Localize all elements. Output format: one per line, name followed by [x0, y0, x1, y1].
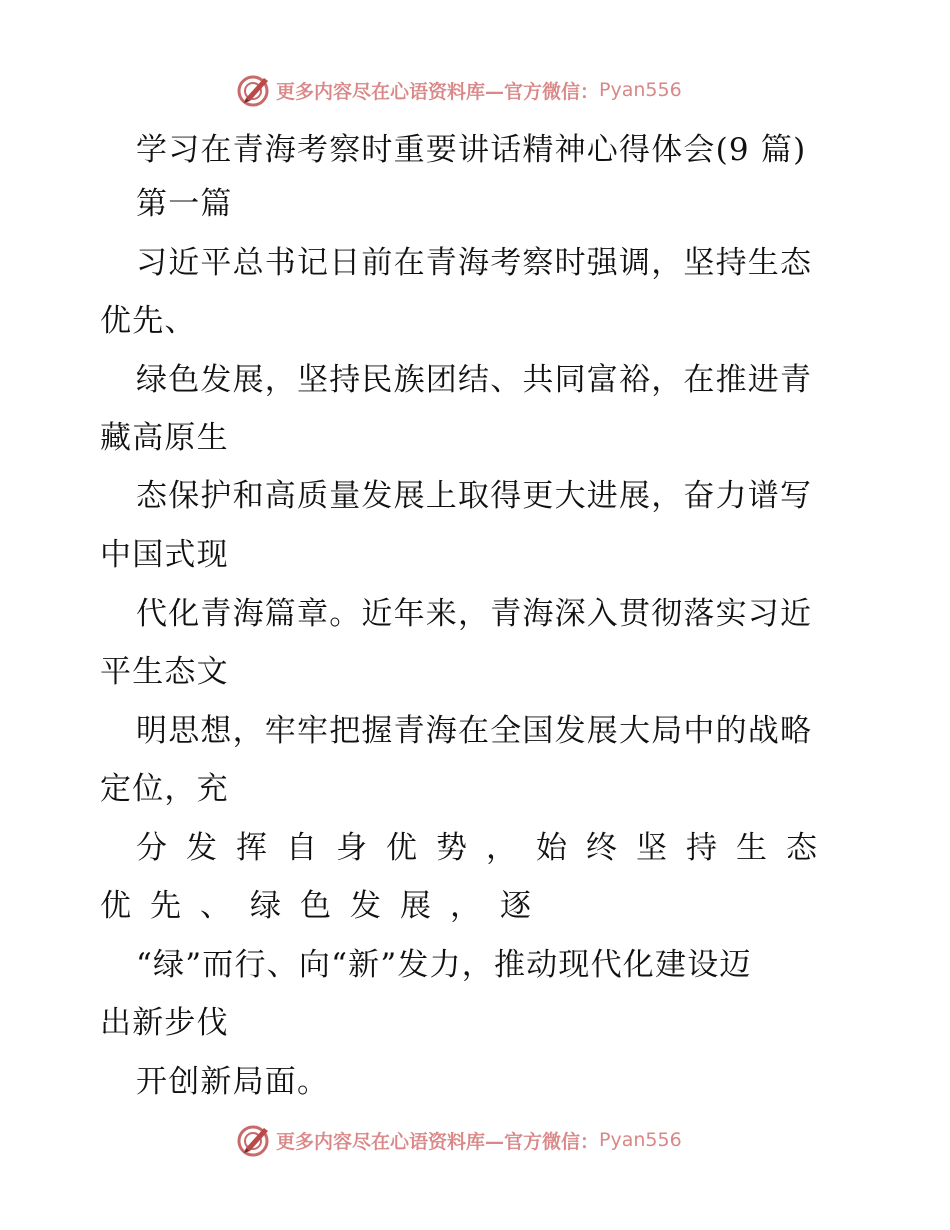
- header-banner: [236, 70, 682, 110]
- wechat-id: Pyan556: [599, 79, 682, 101]
- banner-text: 更多内容尽在心语资料库—官方微信：: [276, 80, 600, 103]
- paragraph-line: 优先、绿色发展，逐: [100, 888, 550, 924]
- paragraph-line: 定位，充: [100, 771, 229, 807]
- paragraph-line: 分发挥自身优势，始终坚持生态: [136, 830, 836, 866]
- paragraph-line: 平生态文: [100, 654, 229, 690]
- paragraph-line: 开创新局面。: [136, 1064, 330, 1100]
- section-heading: 第一篇: [136, 186, 233, 222]
- paragraph-line: 绿色发展，坚持民族团结、共同富裕，在推进青: [136, 362, 813, 398]
- paragraph-line: 中国式现: [100, 537, 229, 573]
- wechat-id: Pyan556: [599, 1129, 682, 1151]
- paragraph-line: 习近平总书记日前在青海考察时强调，坚持生态: [136, 245, 813, 281]
- paragraph-line: “绿”而行、向“新”发力，推动现代化建设迈: [136, 947, 752, 983]
- pen-seal-logo-icon: [236, 1122, 272, 1158]
- paragraph-line: 优先、: [100, 303, 197, 339]
- footer-banner: [236, 1120, 682, 1160]
- document-title: 学习在青海考察时重要讲话精神心得体会(9 篇): [136, 132, 807, 168]
- pen-seal-logo-icon: [236, 72, 272, 108]
- paragraph-line: 藏高原生: [100, 420, 229, 456]
- paragraph-line: 出新步伐: [100, 1005, 229, 1041]
- banner-text: 更多内容尽在心语资料库—官方微信：: [276, 1130, 600, 1153]
- paragraph-line: 明思想，牢牢把握青海在全国发展大局中的战略: [136, 713, 813, 749]
- paragraph-line: 代化青海篇章。近年来，青海深入贯彻落实习近: [136, 596, 813, 632]
- paragraph-line: 态保护和高质量发展上取得更大进展，奋力谱写: [136, 478, 813, 514]
